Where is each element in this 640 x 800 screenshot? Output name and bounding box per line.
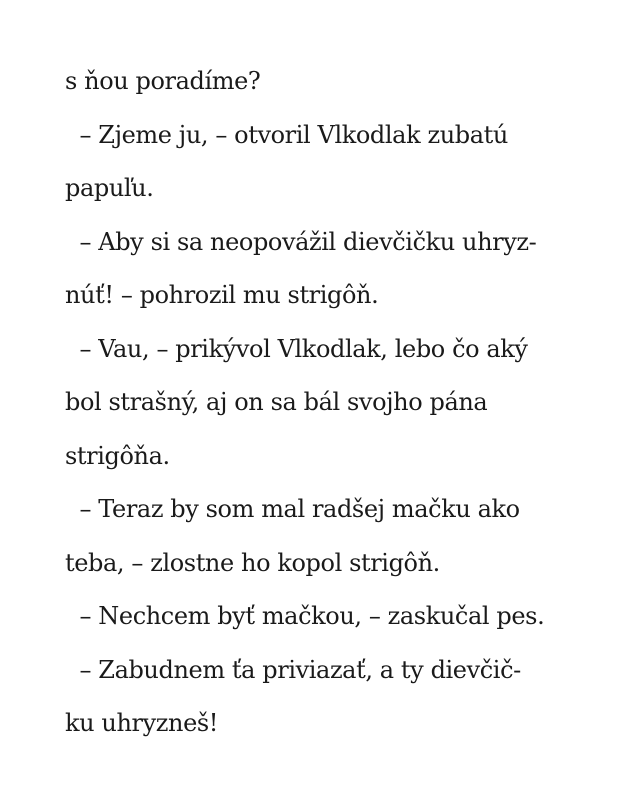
text-line: ku uhryzneš! <box>65 709 219 737</box>
text-line: – Aby si sa neopovážil dievčičku uhryz- <box>65 227 537 256</box>
text-line: teba, – zlostne ho kopol strigôň. <box>65 548 440 577</box>
text-line: – Nechcem byť mačkou, – zaskučal pes. <box>65 602 545 630</box>
text-line: – Zjeme ju, – otvoril Vlkodlak zubatú <box>65 120 508 149</box>
text-line: – Vau, – prikývol Vlkodlak, lebo čo aký <box>65 334 528 363</box>
text-line: bol strašný, aj on sa bál svojho pána <box>65 388 488 416</box>
text-line: núť! – pohrozil mu strigôň. <box>65 281 379 309</box>
text-line: strigôňa. <box>65 441 170 470</box>
text-line: – Zabudnem ťa priviazať, a ty dievčič- <box>65 655 521 684</box>
body-text <box>65 55 585 751</box>
text-line: s ňou poradíme? <box>65 67 261 95</box>
text-line: papuľu. <box>65 174 154 202</box>
text-line: – Teraz by som mal radšej mačku ako <box>65 495 520 523</box>
